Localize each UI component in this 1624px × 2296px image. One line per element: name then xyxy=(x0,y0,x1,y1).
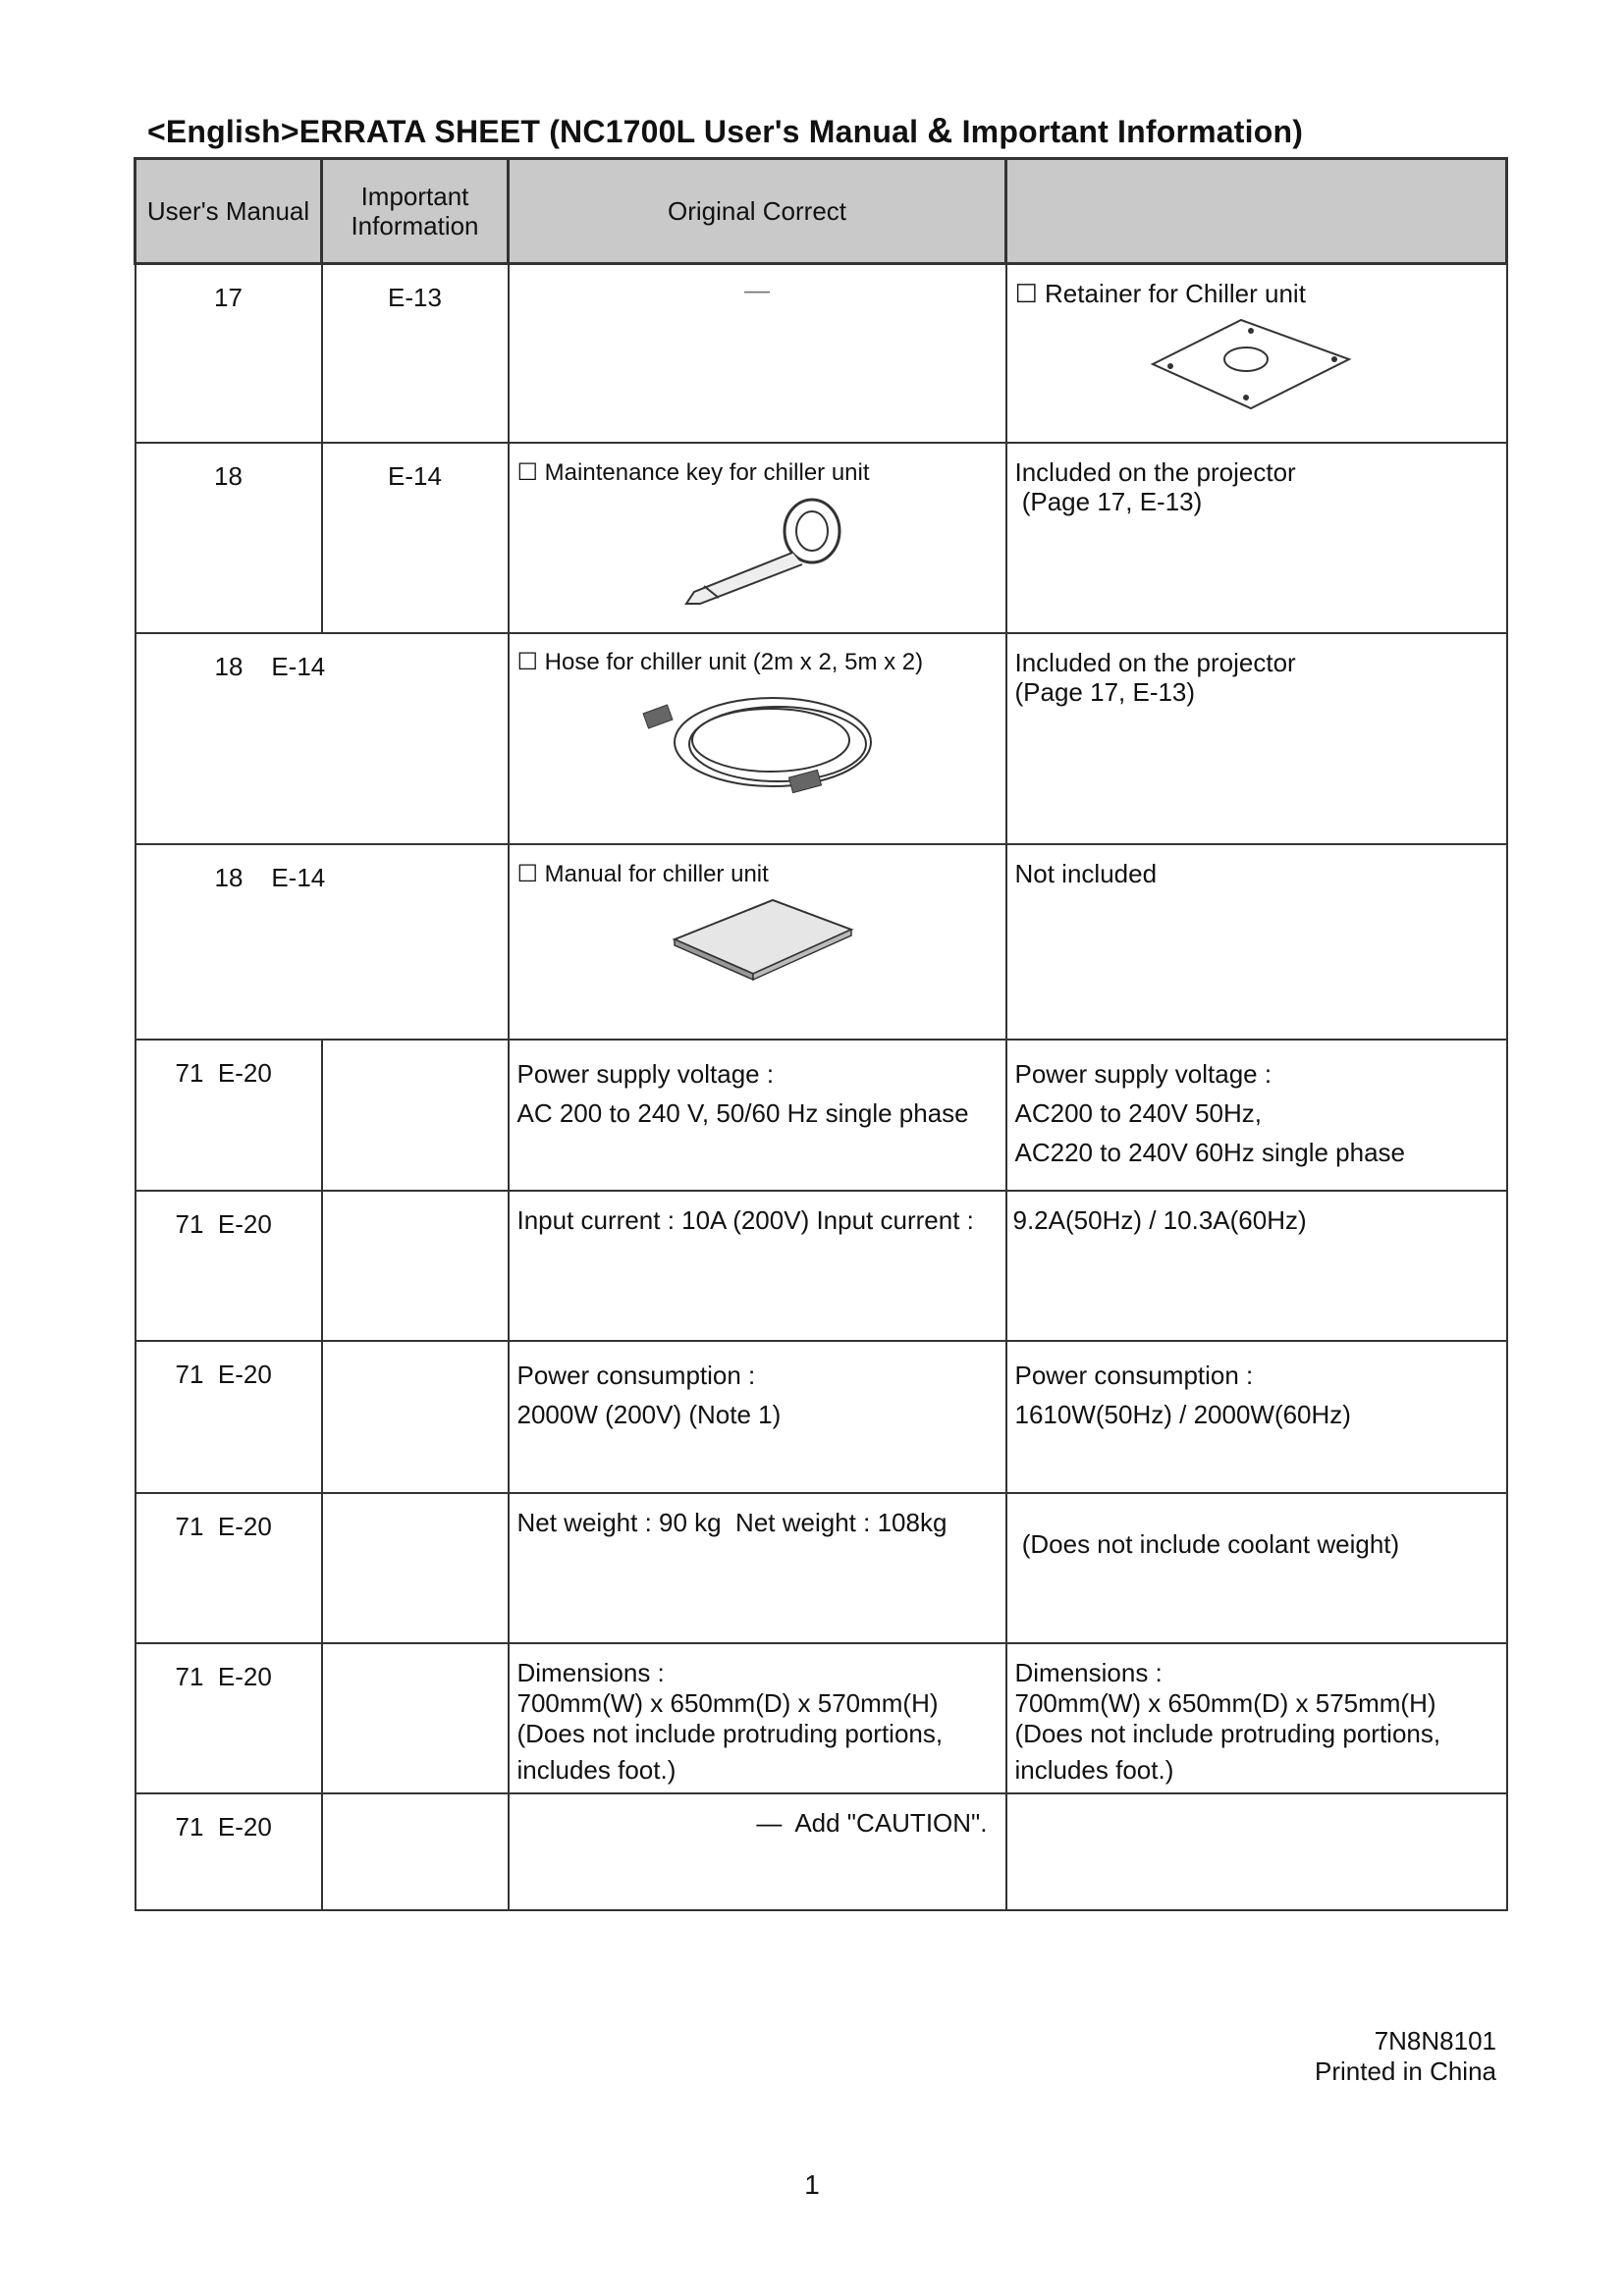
original-cell xyxy=(509,633,1006,844)
printed-in: Printed in China xyxy=(1315,2056,1496,2086)
table-row xyxy=(135,264,1507,443)
original-cell xyxy=(509,1341,1006,1493)
original-cell xyxy=(509,844,1006,1040)
manual-page: 17 xyxy=(214,283,243,312)
table-row xyxy=(135,844,1507,1040)
info-page-cell xyxy=(322,1493,509,1643)
correct-cell xyxy=(1006,1793,1507,1910)
correct-cell xyxy=(1006,1643,1507,1793)
correct-cell xyxy=(1006,1493,1507,1643)
header-users-manual: User's Manual xyxy=(135,159,322,264)
correct-cell xyxy=(1006,844,1507,1040)
manual-info-cell xyxy=(135,633,509,844)
original-line2: 2000W (200V) (Note 1) xyxy=(516,1399,782,1429)
correct-line4: includes foot.) xyxy=(1014,1754,1174,1785)
info-page-cell xyxy=(322,1643,509,1793)
correct-cell xyxy=(1006,264,1507,443)
header-important-line1: Important xyxy=(360,182,469,211)
correct-line1: Dimensions : xyxy=(1014,1657,1163,1687)
manual-info-cell xyxy=(135,1040,322,1191)
manual-info-cell xyxy=(135,844,509,1040)
correct-line1: Included on the projector xyxy=(1014,456,1296,487)
correct-cell xyxy=(1006,443,1507,633)
table-row xyxy=(135,1341,1507,1493)
correct-line1: Power supply voltage : xyxy=(1014,1058,1272,1089)
retainer-plate-icon xyxy=(1143,315,1359,413)
manual-info-text: 71 E-20 xyxy=(175,1811,272,1842)
original-text: Input current : 10A (200V) Input current : xyxy=(516,1204,974,1235)
info-page: E-13 xyxy=(388,283,442,312)
info-page-cell xyxy=(322,1793,509,1910)
original-text: ☐ Manual for chiller unit xyxy=(516,860,769,887)
original-text: — xyxy=(744,275,770,304)
correct-line1: Power consumption : xyxy=(1014,1360,1254,1390)
original-text: ☐ Hose for chiller unit (2m x 2, 5m x 2) xyxy=(516,648,924,675)
table-row xyxy=(135,1493,1507,1643)
title-prefix: <English>ERRATA SHEET (NC1700L User's Manual xyxy=(147,114,928,149)
header-blank xyxy=(1006,159,1507,264)
header-important-line2: Information xyxy=(351,211,479,240)
manual-info-text: 18 E-14 xyxy=(214,651,326,681)
manual-info-text: 71 E-20 xyxy=(175,1057,272,1088)
manual-info-text: 71 E-20 xyxy=(175,1661,272,1691)
info-page-cell xyxy=(322,443,509,633)
original-cell xyxy=(509,1793,1006,1910)
manual-info-text: 71 E-20 xyxy=(175,1359,272,1389)
original-cell xyxy=(509,264,1006,443)
correct-cell xyxy=(1006,1341,1507,1493)
original-text: — Add "CAUTION". xyxy=(756,1807,988,1838)
original-line2: AC 200 to 240 V, 50/60 Hz single phase xyxy=(516,1097,969,1128)
info-page-cell xyxy=(322,1040,509,1191)
info-page-cell xyxy=(322,1191,509,1341)
correct-line2: (Page 17, E-13) xyxy=(1014,676,1196,707)
table-row xyxy=(135,443,1507,633)
original-cell xyxy=(509,1040,1006,1191)
manual-booklet-icon xyxy=(665,895,861,984)
title-suffix: Important Information) xyxy=(952,114,1304,149)
page-number: 1 xyxy=(804,2169,820,2200)
manual-info-cell xyxy=(135,1341,322,1493)
correct-line2: (Page 17, E-13) xyxy=(1014,486,1203,516)
manual-info-cell xyxy=(135,1643,322,1793)
manual-page-cell xyxy=(135,443,322,633)
original-line2: 700mm(W) x 650mm(D) x 570mm(H) xyxy=(516,1687,939,1718)
table-row xyxy=(135,633,1507,844)
correct-cell xyxy=(1006,1040,1507,1191)
errata-table xyxy=(134,157,1508,1911)
info-page-cell xyxy=(322,1341,509,1493)
original-cell xyxy=(509,1191,1006,1341)
header-original-correct: Original Correct xyxy=(509,159,1006,264)
table-header-row xyxy=(135,159,1507,264)
coiled-hose-icon xyxy=(625,683,881,801)
manual-info-cell xyxy=(135,1191,322,1341)
original-cell xyxy=(509,443,1006,633)
original-line1: Dimensions : xyxy=(516,1657,665,1687)
info-page-cell xyxy=(322,264,509,443)
correct-line2: 700mm(W) x 650mm(D) x 575mm(H) xyxy=(1014,1687,1436,1718)
manual-info-cell xyxy=(135,1793,322,1910)
manual-page-cell xyxy=(135,264,322,443)
correct-line3: AC220 to 240V 60Hz single phase xyxy=(1014,1137,1405,1167)
original-text: ☐ Maintenance key for chiller unit xyxy=(516,458,870,486)
original-line1: Power supply voltage : xyxy=(516,1058,775,1089)
original-cell xyxy=(509,1643,1006,1793)
correct-text: ☐ Retainer for Chiller unit xyxy=(1014,279,1306,308)
page-title xyxy=(147,110,1303,151)
correct-line2: AC200 to 240V 50Hz, xyxy=(1014,1097,1262,1128)
table-row xyxy=(135,1040,1507,1191)
original-line1: Power consumption : xyxy=(516,1360,756,1390)
correct-line2: 1610W(50Hz) / 2000W(60Hz) xyxy=(1014,1399,1351,1429)
table-row xyxy=(135,1643,1507,1793)
manual-info-cell xyxy=(135,1493,322,1643)
correct-text: 9.2A(50Hz) / 10.3A(60Hz) xyxy=(1012,1204,1307,1235)
maintenance-key-icon xyxy=(665,494,861,612)
original-cell xyxy=(509,1493,1006,1643)
correct-text: Not included xyxy=(1014,858,1158,888)
info-page: E-14 xyxy=(388,460,442,491)
title-ampersand: & xyxy=(927,110,953,150)
original-text: Net weight : 90 kg Net weight : 108kg xyxy=(516,1507,947,1537)
table-row xyxy=(135,1191,1507,1341)
correct-line3: (Does not include protruding portions, xyxy=(1014,1718,1441,1748)
manual-info-text: 71 E-20 xyxy=(175,1511,272,1541)
header-important-information xyxy=(322,159,509,264)
original-line3: (Does not include protruding portions, xyxy=(516,1718,944,1748)
document-code: 7N8N8101 xyxy=(1374,2026,1496,2056)
correct-cell xyxy=(1006,633,1507,844)
manual-page: 18 xyxy=(214,460,243,491)
table-row xyxy=(135,1793,1507,1910)
original-line4: includes foot.) xyxy=(516,1754,677,1785)
manual-info-text: 71 E-20 xyxy=(175,1208,272,1239)
footer-code-block xyxy=(1315,2026,1496,2087)
correct-line1: Included on the projector xyxy=(1014,647,1296,677)
correct-cell xyxy=(1006,1191,1507,1341)
correct-text: (Does not include coolant weight) xyxy=(1014,1528,1400,1559)
manual-info-text: 18 E-14 xyxy=(214,862,326,892)
